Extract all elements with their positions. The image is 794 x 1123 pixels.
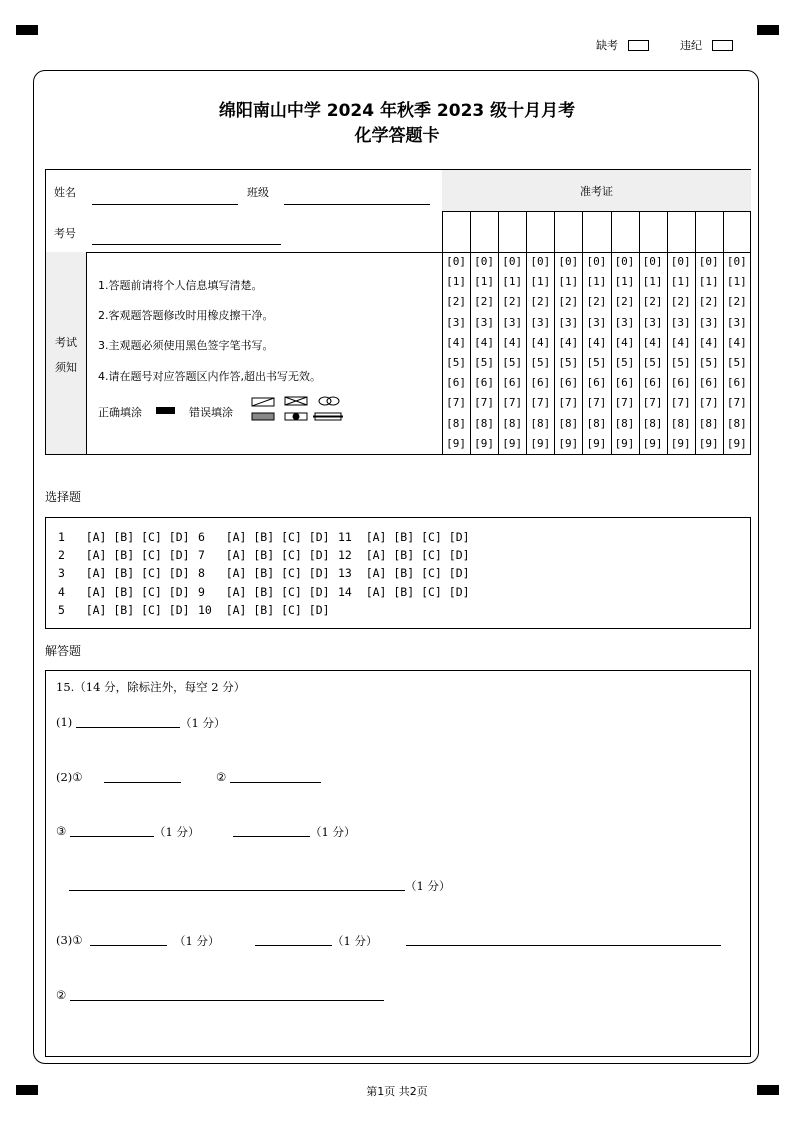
- admission-digit-option[interactable]: [4]: [502, 335, 523, 349]
- admission-digit-column: [470, 252, 498, 454]
- q15-part3d-blank[interactable]: [70, 1000, 384, 1001]
- admission-digit-option[interactable]: [6]: [586, 376, 607, 390]
- admission-digit-option[interactable]: [9]: [558, 436, 579, 450]
- points-note: （1 分）: [332, 934, 378, 948]
- admission-digit-option[interactable]: [8]: [446, 416, 466, 430]
- admission-digit-option[interactable]: [0]: [474, 255, 495, 268]
- admission-digit-option[interactable]: [4]: [474, 335, 495, 349]
- rule-4: 4.请在题号对应答题区内作答,超出书写无效。: [98, 370, 321, 383]
- admission-digit-option[interactable]: [0]: [586, 255, 607, 268]
- admission-digit-option[interactable]: [9]: [698, 436, 719, 450]
- admission-digit-option[interactable]: [7]: [558, 396, 579, 410]
- admission-digit-option[interactable]: [4]: [698, 335, 719, 349]
- admission-digit-option[interactable]: [4]: [558, 335, 579, 349]
- admission-digit-option[interactable]: [0]: [530, 255, 551, 268]
- admission-digit-option[interactable]: [1]: [670, 275, 691, 289]
- q15-part2a-blank[interactable]: [104, 782, 181, 783]
- admission-label: 准考证: [580, 184, 613, 198]
- admission-digit-option[interactable]: [7]: [446, 396, 466, 410]
- admission-digit-option[interactable]: [8]: [614, 416, 635, 430]
- correct-fill-label: 正确填涂: [98, 406, 142, 419]
- class-field[interactable]: [284, 204, 430, 205]
- admission-digit-column: [526, 252, 554, 454]
- admission-digit-option[interactable]: [9]: [642, 436, 663, 450]
- admission-digit-option[interactable]: [2]: [642, 295, 663, 309]
- admission-digit-option[interactable]: [3]: [698, 315, 719, 329]
- admission-digit-option[interactable]: [4]: [586, 335, 607, 349]
- admission-digit-option[interactable]: [4]: [530, 335, 551, 349]
- admission-digit-option[interactable]: [9]: [670, 436, 691, 450]
- admission-digit-column: [723, 252, 751, 454]
- admission-digit-option[interactable]: [2]: [558, 295, 579, 309]
- exam-no-field[interactable]: [92, 244, 281, 245]
- choice-question-row[interactable]: 1 [A] [B] [C] [D]: [58, 530, 190, 544]
- notice-label-2: 须知: [55, 361, 77, 374]
- admission-digit-option[interactable]: [6]: [726, 376, 747, 390]
- admission-digit-option[interactable]: [1]: [698, 275, 719, 289]
- admission-digit-option[interactable]: [6]: [446, 376, 466, 390]
- q15-answer-area: [45, 670, 751, 1057]
- admission-digit-option[interactable]: [5]: [726, 356, 747, 370]
- admission-digit-option[interactable]: [3]: [474, 315, 495, 329]
- admission-digit-option[interactable]: [8]: [698, 416, 719, 430]
- admission-digit-option[interactable]: [6]: [614, 376, 635, 390]
- admission-digit-option[interactable]: [1]: [558, 275, 579, 289]
- q15-part2a-label: (2)①: [56, 770, 83, 784]
- admission-digit-option[interactable]: [5]: [698, 356, 719, 370]
- choice-question-row[interactable]: 6 [A] [B] [C] [D]: [198, 530, 330, 544]
- admission-digit-option[interactable]: [3]: [530, 315, 551, 329]
- q15-part3c-blank[interactable]: [406, 945, 721, 946]
- notice-side-label: [46, 252, 87, 454]
- choice-question-row[interactable]: 9 [A] [B] [C] [D]: [198, 584, 330, 599]
- admission-digit-option[interactable]: [1]: [502, 275, 523, 289]
- absent-checkbox[interactable]: [628, 40, 649, 51]
- admission-digit-option[interactable]: [5]: [446, 356, 466, 370]
- points-note: （1 分）: [310, 825, 356, 839]
- admission-digit-option[interactable]: [5]: [474, 356, 495, 370]
- admission-header: [442, 170, 751, 212]
- admission-digit-option[interactable]: [8]: [502, 416, 523, 430]
- q15-header: 15.（14 分，除标注外，每空 2 分）: [56, 680, 246, 694]
- admission-digit-option[interactable]: [0]: [642, 255, 663, 268]
- rule-1: 1.答题前请将个人信息填写清楚。: [98, 279, 263, 292]
- admission-digit-option[interactable]: [2]: [474, 295, 495, 309]
- admission-digit-option[interactable]: [8]: [670, 416, 691, 430]
- q15-part3b-blank[interactable]: [255, 945, 332, 946]
- admission-digit-option[interactable]: [4]: [642, 335, 663, 349]
- choice-column-2[interactable]: [198, 528, 330, 619]
- admission-digit-option[interactable]: [5]: [558, 356, 579, 370]
- choice-question-row[interactable]: 3 [A] [B] [C] [D]: [58, 566, 190, 581]
- absent-flag[interactable]: [596, 37, 649, 53]
- admission-digit-option[interactable]: [2]: [614, 295, 635, 309]
- admission-digit-option[interactable]: [7]: [726, 396, 747, 410]
- correct-fill-example-icon: [156, 407, 175, 414]
- rule-2: 2.客观题答题修改时用橡皮擦干净。: [98, 309, 274, 322]
- q15-part3d-label: ②: [56, 988, 67, 1002]
- class-label: 班级: [247, 186, 269, 199]
- page-title: 绵阳南山中学 2024 年秋季 2023 级十月月考: [218, 101, 576, 121]
- admission-digit-grid: [442, 252, 751, 454]
- choice-question-row[interactable]: 7 [A] [B] [C] [D]: [198, 548, 330, 563]
- admission-digit-option[interactable]: [3]: [446, 315, 466, 329]
- choice-column-3[interactable]: [338, 528, 470, 601]
- admission-digit-option[interactable]: [7]: [614, 396, 635, 410]
- admission-digit-column: [667, 252, 695, 454]
- answer-section-label: 解答题: [45, 644, 82, 658]
- admission-digit-option[interactable]: [3]: [502, 315, 523, 329]
- admission-digit-option[interactable]: [8]: [474, 416, 495, 430]
- wrong-fill-label: 错误填涂: [189, 406, 233, 419]
- admission-digit-option[interactable]: [9]: [474, 436, 495, 450]
- q15-part2c-blank[interactable]: [70, 836, 154, 837]
- choice-question-row[interactable]: 8 [A] [B] [C] [D]: [198, 566, 330, 581]
- admission-digit-option[interactable]: [4]: [614, 335, 635, 349]
- page-footer: 第1页 共2页: [366, 1085, 428, 1098]
- admission-digit-option[interactable]: [0]: [502, 255, 523, 268]
- admission-digit-option[interactable]: [7]: [502, 396, 523, 410]
- choice-question-row[interactable]: 13 [A] [B] [C] [D]: [338, 566, 470, 581]
- admission-digit-option[interactable]: [9]: [586, 436, 607, 450]
- violation-label: 违纪: [680, 39, 702, 52]
- choice-question-row[interactable]: 14 [A] [B] [C] [D]: [338, 584, 470, 599]
- notice-label-1: 考试: [55, 336, 77, 349]
- name-field[interactable]: [92, 204, 238, 205]
- admission-digit-option[interactable]: [2]: [670, 295, 691, 309]
- admission-digit-option[interactable]: [6]: [530, 376, 551, 390]
- admission-digit-option[interactable]: [2]: [502, 295, 523, 309]
- admission-digit-column: [442, 252, 470, 454]
- choice-section-label: 选择题: [45, 490, 82, 504]
- admission-digit-option[interactable]: [5]: [614, 356, 635, 370]
- choice-question-row[interactable]: 11 [A] [B] [C] [D]: [338, 530, 470, 544]
- choice-answer-area: [45, 517, 751, 629]
- admission-digit-option[interactable]: [1]: [474, 275, 495, 289]
- admission-digit-option[interactable]: [6]: [698, 376, 719, 390]
- admission-digit-option[interactable]: [0]: [698, 255, 719, 268]
- points-note: （1 分）: [180, 716, 226, 730]
- admission-digit-option[interactable]: [2]: [698, 295, 719, 309]
- admission-digit-option[interactable]: [7]: [670, 396, 691, 410]
- admission-digit-option[interactable]: [9]: [502, 436, 523, 450]
- q15-part2d-blank[interactable]: [233, 836, 310, 837]
- admission-digit-option[interactable]: [2]: [586, 295, 607, 309]
- admission-digit-option[interactable]: [6]: [670, 376, 691, 390]
- choice-question-row[interactable]: 2 [A] [B] [C] [D]: [58, 548, 190, 563]
- admission-digit-option[interactable]: [1]: [446, 275, 466, 289]
- q15-part3a-label: (3)①: [56, 933, 83, 947]
- admission-digit-option[interactable]: [8]: [726, 416, 747, 430]
- admission-digit-option[interactable]: [3]: [670, 315, 691, 329]
- q15-part2e-blank[interactable]: [69, 890, 405, 891]
- admission-digit-option[interactable]: [4]: [726, 335, 747, 349]
- points-note: （1 分）: [154, 825, 200, 839]
- choice-column-1[interactable]: [58, 528, 190, 619]
- q15-part2b-label: ②: [216, 770, 227, 784]
- admission-digit-option[interactable]: [9]: [446, 436, 466, 450]
- name-label: 姓名: [54, 186, 76, 199]
- violation-flag[interactable]: [680, 37, 733, 53]
- exam-no-label: 考号: [54, 227, 76, 240]
- admission-digit-option[interactable]: [5]: [502, 356, 523, 370]
- admission-digit-option[interactable]: [1]: [530, 275, 551, 289]
- admission-digit-column: [582, 252, 610, 454]
- admission-digit-column: [695, 252, 723, 454]
- student-info-block: [45, 169, 751, 455]
- admission-digit-option[interactable]: [0]: [558, 255, 579, 268]
- q15-part1-label: (1): [56, 715, 73, 729]
- corner-mark-tl: [16, 25, 38, 35]
- admission-digit-option[interactable]: [8]: [558, 416, 579, 430]
- admission-digit-column: [554, 252, 582, 454]
- corner-mark-tr: [757, 25, 779, 35]
- admission-digit-option[interactable]: [4]: [446, 335, 466, 349]
- choice-question-row[interactable]: 10 [A] [B] [C] [D]: [198, 602, 330, 617]
- admission-digit-option[interactable]: [6]: [474, 376, 495, 390]
- admission-digit-option[interactable]: [9]: [614, 436, 635, 450]
- admission-digit-option[interactable]: [1]: [642, 275, 663, 289]
- q15-part2c-label: ③: [56, 824, 67, 838]
- admission-digit-option[interactable]: [1]: [614, 275, 635, 289]
- admission-digit-option[interactable]: [9]: [530, 436, 551, 450]
- violation-checkbox[interactable]: [712, 40, 733, 51]
- admission-digit-option[interactable]: [7]: [474, 396, 495, 410]
- admission-digit-option[interactable]: [8]: [586, 416, 607, 430]
- admission-digit-option[interactable]: [8]: [642, 416, 663, 430]
- admission-digit-option[interactable]: [3]: [558, 315, 579, 329]
- admission-digit-option[interactable]: [7]: [698, 396, 719, 410]
- admission-digit-option[interactable]: [6]: [642, 376, 663, 390]
- points-note: （1 分）: [405, 879, 451, 893]
- admission-digit-option[interactable]: [6]: [558, 376, 579, 390]
- admission-digit-option[interactable]: [0]: [446, 255, 466, 268]
- admission-digit-column: [498, 252, 526, 454]
- choice-question-row[interactable]: 4 [A] [B] [C] [D]: [58, 584, 190, 599]
- admission-digit-option[interactable]: [5]: [642, 356, 663, 370]
- admission-digit-option[interactable]: [0]: [670, 255, 691, 268]
- admission-digit-column: [639, 252, 667, 454]
- q15-part1-blank[interactable]: [76, 727, 180, 728]
- admission-digit-option[interactable]: [0]: [614, 255, 635, 268]
- admission-digit-option[interactable]: [7]: [586, 396, 607, 410]
- admission-digit-option[interactable]: [9]: [726, 436, 747, 450]
- admission-digit-option[interactable]: [5]: [586, 356, 607, 370]
- admission-digit-option[interactable]: [3]: [642, 315, 663, 329]
- admission-digit-option[interactable]: [3]: [726, 315, 747, 329]
- page-subtitle: 化学答题卡: [354, 126, 440, 146]
- q15-part3a-blank[interactable]: [90, 945, 167, 946]
- absent-label: 缺考: [596, 39, 618, 52]
- admission-digit-option[interactable]: [7]: [642, 396, 663, 410]
- q15-part2b-blank[interactable]: [230, 782, 321, 783]
- admission-digit-option[interactable]: [5]: [670, 356, 691, 370]
- admission-digit-option[interactable]: [2]: [530, 295, 551, 309]
- admission-digit-column: [610, 252, 638, 454]
- admission-digit-option[interactable]: [8]: [530, 416, 551, 430]
- divider: [46, 252, 442, 253]
- admission-digit-option[interactable]: [3]: [614, 315, 635, 329]
- admission-digit-option[interactable]: [3]: [586, 315, 607, 329]
- admission-digit-option[interactable]: [6]: [502, 376, 523, 390]
- admission-digit-option[interactable]: [4]: [670, 335, 691, 349]
- admission-digit-option[interactable]: [1]: [586, 275, 607, 289]
- choice-question-row[interactable]: 5 [A] [B] [C] [D]: [58, 602, 190, 617]
- points-note: （1 分）: [174, 934, 220, 948]
- admission-digit-option[interactable]: [2]: [446, 295, 466, 309]
- admission-digit-option[interactable]: [0]: [726, 255, 747, 268]
- wrong-fill-examples-icon: [251, 396, 351, 426]
- admission-digit-option[interactable]: [1]: [726, 275, 747, 289]
- admission-digit-option[interactable]: [7]: [530, 396, 551, 410]
- admission-digit-option[interactable]: [2]: [726, 295, 747, 309]
- admission-digit-option[interactable]: [5]: [530, 356, 551, 370]
- choice-question-row[interactable]: 12 [A] [B] [C] [D]: [338, 548, 470, 563]
- rule-3: 3.主观题必须使用黑色签字笔书写。: [98, 339, 274, 352]
